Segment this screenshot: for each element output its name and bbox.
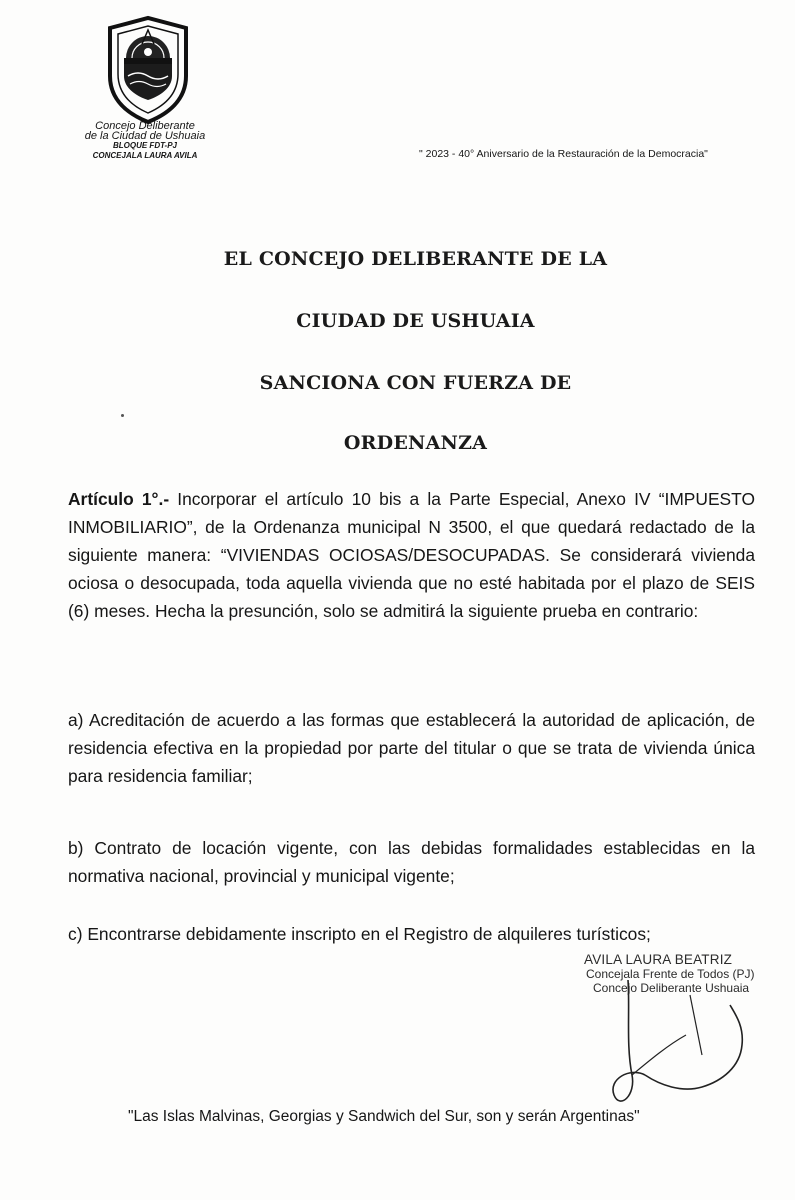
item-c-paragraph: c) Encontrarse debidamente inscripto en el Registro de alquileres turísticos; xyxy=(68,924,651,944)
title-line-2: CIUDAD DE USHUAIA xyxy=(296,310,535,332)
institution-line-1: Concejo Deliberante xyxy=(95,120,195,132)
title-line-1: EL CONCEJO DELIBERANTE DE LA xyxy=(223,248,608,270)
item-b-paragraph: b) Contrato de locación vigente, con las debidas formalidades establecidas en la normativa nacional, provincial y municipal vigente; xyxy=(68,838,755,886)
institution-line-3: BLOQUE FDT-PJ xyxy=(112,141,177,150)
item-a-paragraph: a) Acreditación de acuerdo a las formas que establecerá la autoridad de aplicación, de residencia efectiva en la propiedad por parte del titular o que se trata de vivienda única para residencia familiar; xyxy=(68,710,755,786)
municipal-crest-icon xyxy=(102,14,194,126)
article-1-label: Artículo 1°.- xyxy=(68,489,170,509)
article-1-paragraph xyxy=(68,485,755,625)
stamp-role: Concejala Frente de Todos (PJ) xyxy=(586,967,755,981)
article-1-text: Incorporar el artículo 10 bis a la Parte Especial, Anexo IV “IMPUESTO INMOBILIARIO”, de la Ordenanza municipal N 3500, el que quedará redactado de la siguiente manera: “VIVIENDAS OCIOSAS/DESOCUPADAS. Se considerará vivienda ociosa o desocupada, toda aquella vivienda que no esté habitada por el plazo de SEIS (6) meses. Hecha la presunción, solo se admitirá la siguiente prueba en contrario: xyxy=(68,489,755,621)
footer-motto: "Las Islas Malvinas, Georgias y Sandwich del Sur, son y serán Argentinas" xyxy=(128,1108,640,1125)
title-line-3: SANCIONA CON FUERZA DE xyxy=(259,372,572,394)
institution-line-2: de la Ciudad de Ushuaia xyxy=(84,130,206,142)
stamp-body: Concejo Deliberante Ushuaia xyxy=(593,981,750,995)
stamp-name: AVILA LAURA BEATRIZ xyxy=(584,952,733,967)
stray-mark xyxy=(121,414,124,417)
handwritten-signature-icon xyxy=(590,975,750,1125)
institution-block xyxy=(50,121,240,161)
header-motto: " 2023 - 40° Aniversario de la Restauración de la Democracia" xyxy=(419,148,708,160)
institution-line-4: CONCEJALA LAURA AVILA xyxy=(92,151,198,160)
title-line-4: ORDENANZA xyxy=(343,432,488,454)
